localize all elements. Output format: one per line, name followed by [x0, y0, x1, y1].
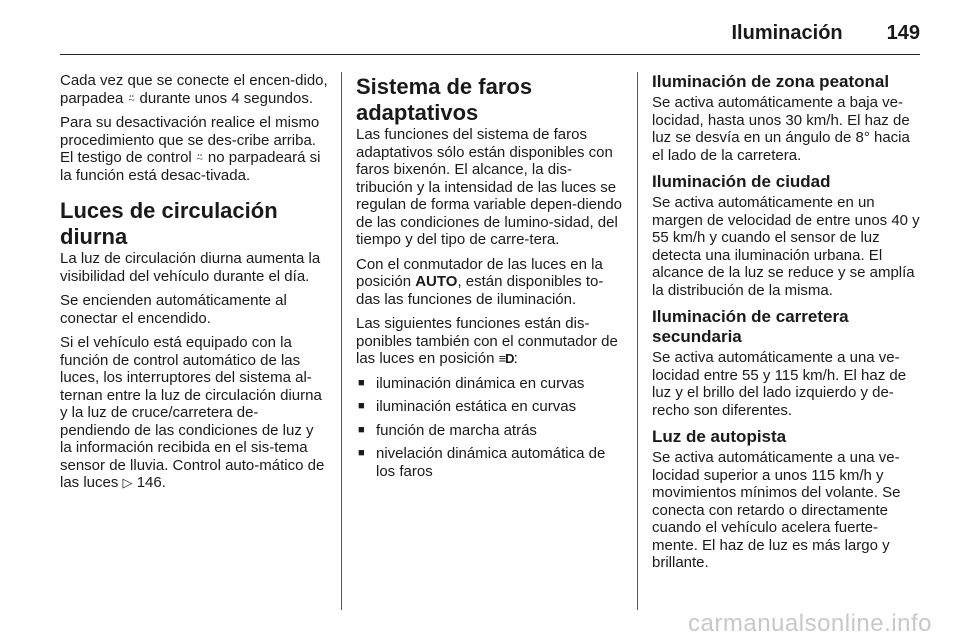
- subsection-heading: Iluminación de zona peatonal: [652, 72, 890, 91]
- paragraph: [60, 334, 328, 492]
- paragraph: [60, 72, 328, 107]
- paragraph: La luz de circulación diurna aumenta la visibilidad del vehículo durante el día.: [60, 250, 321, 285]
- paragraph: Se activa automáticamente a una ve-locidad superior a unos 115 km/h y movimientos mínimos del volante. Se conecta con retardo o directamente cuando el vehículo acelera fuerte-mente. El haz de luz es más largo y brillante.: [652, 449, 901, 571]
- function-list: [356, 375, 622, 481]
- text: Para su desactivación realice el mismo procedimiento que se des-cribe arriba. El testigo de control: [60, 114, 320, 166]
- text: Las siguientes funciones están dis-ponibles también con el conmutador de las luces en posición: [356, 315, 618, 367]
- text: 146.: [132, 474, 166, 491]
- list-item: ■ función de marcha atrás: [356, 422, 622, 440]
- text: , están disponibles to-das las funciones de iluminación.: [356, 273, 604, 308]
- subsection-heading: Iluminación de ciudad: [652, 172, 831, 191]
- text: Con el conmutador de las luces en la posición: [356, 255, 603, 290]
- section-heading: Luces de circulación diurna: [60, 198, 278, 249]
- column-divider: [637, 72, 638, 610]
- paragraph: [356, 256, 622, 309]
- paragraph: [60, 114, 328, 184]
- text: no parpadeará si la función está desac-tivada.: [60, 149, 321, 184]
- reference-arrow-icon: ▷: [122, 475, 133, 490]
- paragraph: Las funciones del sistema de faros adaptativos sólo están disponibles con faros bixenón. El alcance, la dis-tribución y la intensidad de las luces se regulan de forma variable depen-diendo de las condiciones de lumino-sidad, del tiempo y del tipo de carre-tera.: [356, 126, 623, 248]
- list-item: ■ iluminación estática en curvas: [356, 398, 622, 416]
- list-item: ■ iluminación dinámica en curvas: [356, 375, 622, 393]
- column-right: [652, 72, 922, 579]
- text: Si el vehículo está equipado con la función de control automático de las luces, los interruptores del sistema al-ternan entre la luz de circulación diurna y la luz de cruce/carretera de-pendiendo de las condiciones de luz y la información recibida en el sis-tema sensor de lluvia. Control auto-mático de las luces: [60, 334, 325, 491]
- text: Cada vez que se conecte el encen-dido, parpadea: [60, 72, 328, 107]
- text: durante unos 4 segundos.: [135, 89, 314, 107]
- watermark: carmanualsonline.info: [688, 610, 932, 637]
- list-item: ■ nivelación dinámica automática de los faros: [356, 445, 622, 480]
- paragraph: Se activa automáticamente a baja ve-locidad, hasta unos 30 km/h. El haz de luz se desvía en un ángulo de 8° hacia el lado de la carretera.: [652, 94, 910, 164]
- paragraph: Se activa automáticamente a una ve-locidad entre 55 y 115 km/h. El haz de luz y el brillo del lado izquierdo y de-recho son diferentes.: [652, 349, 907, 419]
- paragraph: Se encienden automáticamente al conectar el encendido.: [60, 292, 287, 327]
- headlight-beam-icon: ≡D: [498, 351, 514, 366]
- page-header: [60, 12, 920, 55]
- column-divider: [341, 72, 342, 610]
- column-left: [60, 72, 328, 499]
- adaptive-light-warning-icon: ⍨: [127, 90, 136, 106]
- auto-position-label: AUTO: [415, 273, 458, 290]
- paragraph: Se activa automáticamente en un margen de velocidad de entre unos 40 y 55 km/h y cuando el sensor de luz detecta una iluminación urbana. El alcance de la luz se reduce y se amplía la distribución de la misma.: [652, 194, 920, 299]
- text: :: [513, 350, 518, 367]
- subsection-heading: Luz de autopista: [652, 427, 787, 446]
- paragraph: [356, 315, 622, 368]
- page-number: 149: [886, 21, 920, 44]
- chapter-title: Iluminación: [731, 21, 843, 44]
- column-middle: [356, 72, 622, 486]
- adaptive-light-warning-icon: ⍨: [195, 150, 204, 165]
- subsection-heading: Iluminación de carretera secundaria: [652, 307, 849, 346]
- section-heading: Sistema de faros adaptativos: [356, 74, 533, 125]
